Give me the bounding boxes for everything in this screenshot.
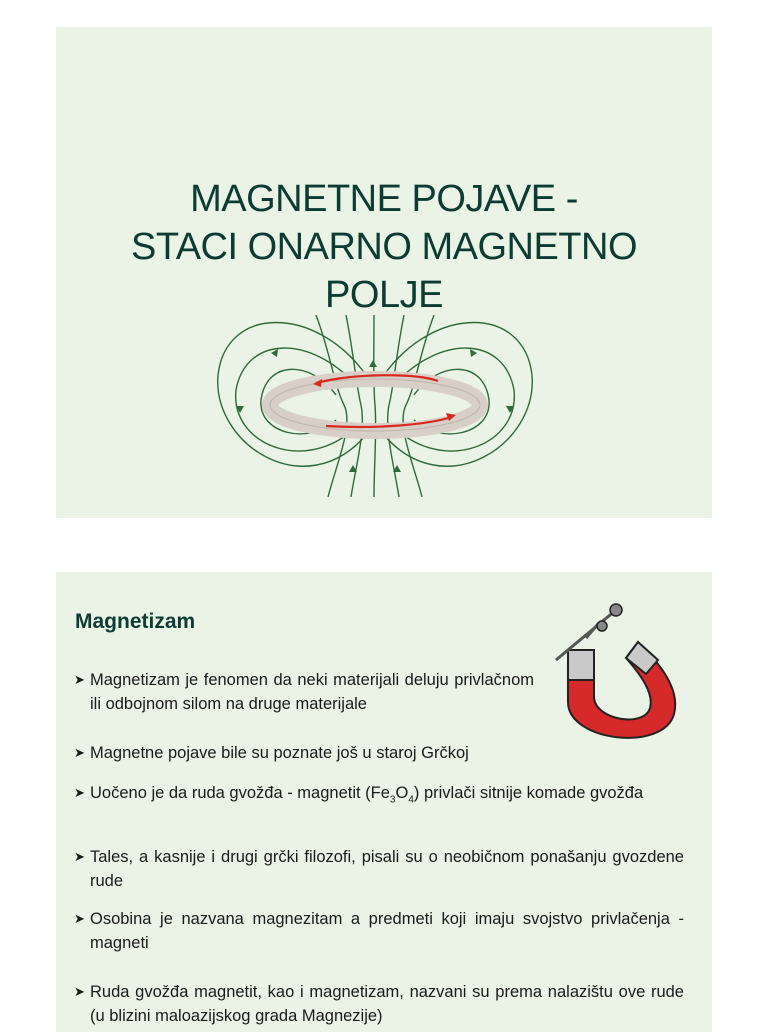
list-item: [74, 845, 684, 893]
title-line-2: STACI ONARNO MAGNETNO: [130, 226, 638, 268]
title-line-1: MAGNETNE POJAVE -: [190, 178, 578, 220]
bullet-text: Osobina je nazvana magnezitam a predmeti koji imaju svojstvo privlačenja - magneti: [90, 910, 684, 952]
content-slide: [56, 572, 712, 1032]
bullet-text: Uočeno je da ruda gvožđa - magnetit $(Fe_3O_4)$ privlači sitnije komade gvožđa: [90, 784, 644, 806]
bullet-text: Tales, a kasnije i drugi grčki filozofi, pisali su o neobičnom ponašanju gvozdene rude: [90, 848, 684, 890]
slide-title: [56, 175, 712, 319]
bullet-arrow-icon: ➤: [74, 672, 85, 687]
bullet-arrow-icon: ➤: [74, 849, 85, 864]
bullet-arrow-icon: ➤: [74, 745, 85, 760]
magnetic-field-loop-diagram: [216, 315, 534, 497]
title-line-3: POLJE: [325, 274, 443, 316]
bullet-arrow-icon: ➤: [74, 911, 85, 926]
bullet-text: Magnetizam je fenomen da neki materijali deluju privlačnom ili odbojnom silom na druge materijale: [90, 671, 534, 713]
bullet-text: Magnetne pojave bile su poznate još u staroj Grčkoj: [90, 744, 469, 762]
bullet-arrow-icon: ➤: [74, 785, 85, 800]
list-item: [74, 668, 534, 716]
slide-heading: Magnetizam: [75, 610, 196, 633]
bullet-text: Ruda gvožđa magnetit, kao i magnetizam, nazvani su prema nalazištu ove rude (u blizini maloazijskog grada Magnezije): [90, 983, 684, 1025]
list-item: [74, 781, 684, 805]
horseshoe-magnet-icon: [546, 602, 686, 758]
title-slide: [56, 27, 712, 518]
list-item: [74, 741, 554, 765]
list-item: [74, 907, 684, 955]
bullet-arrow-icon: ➤: [74, 984, 85, 999]
list-item: [74, 980, 684, 1028]
